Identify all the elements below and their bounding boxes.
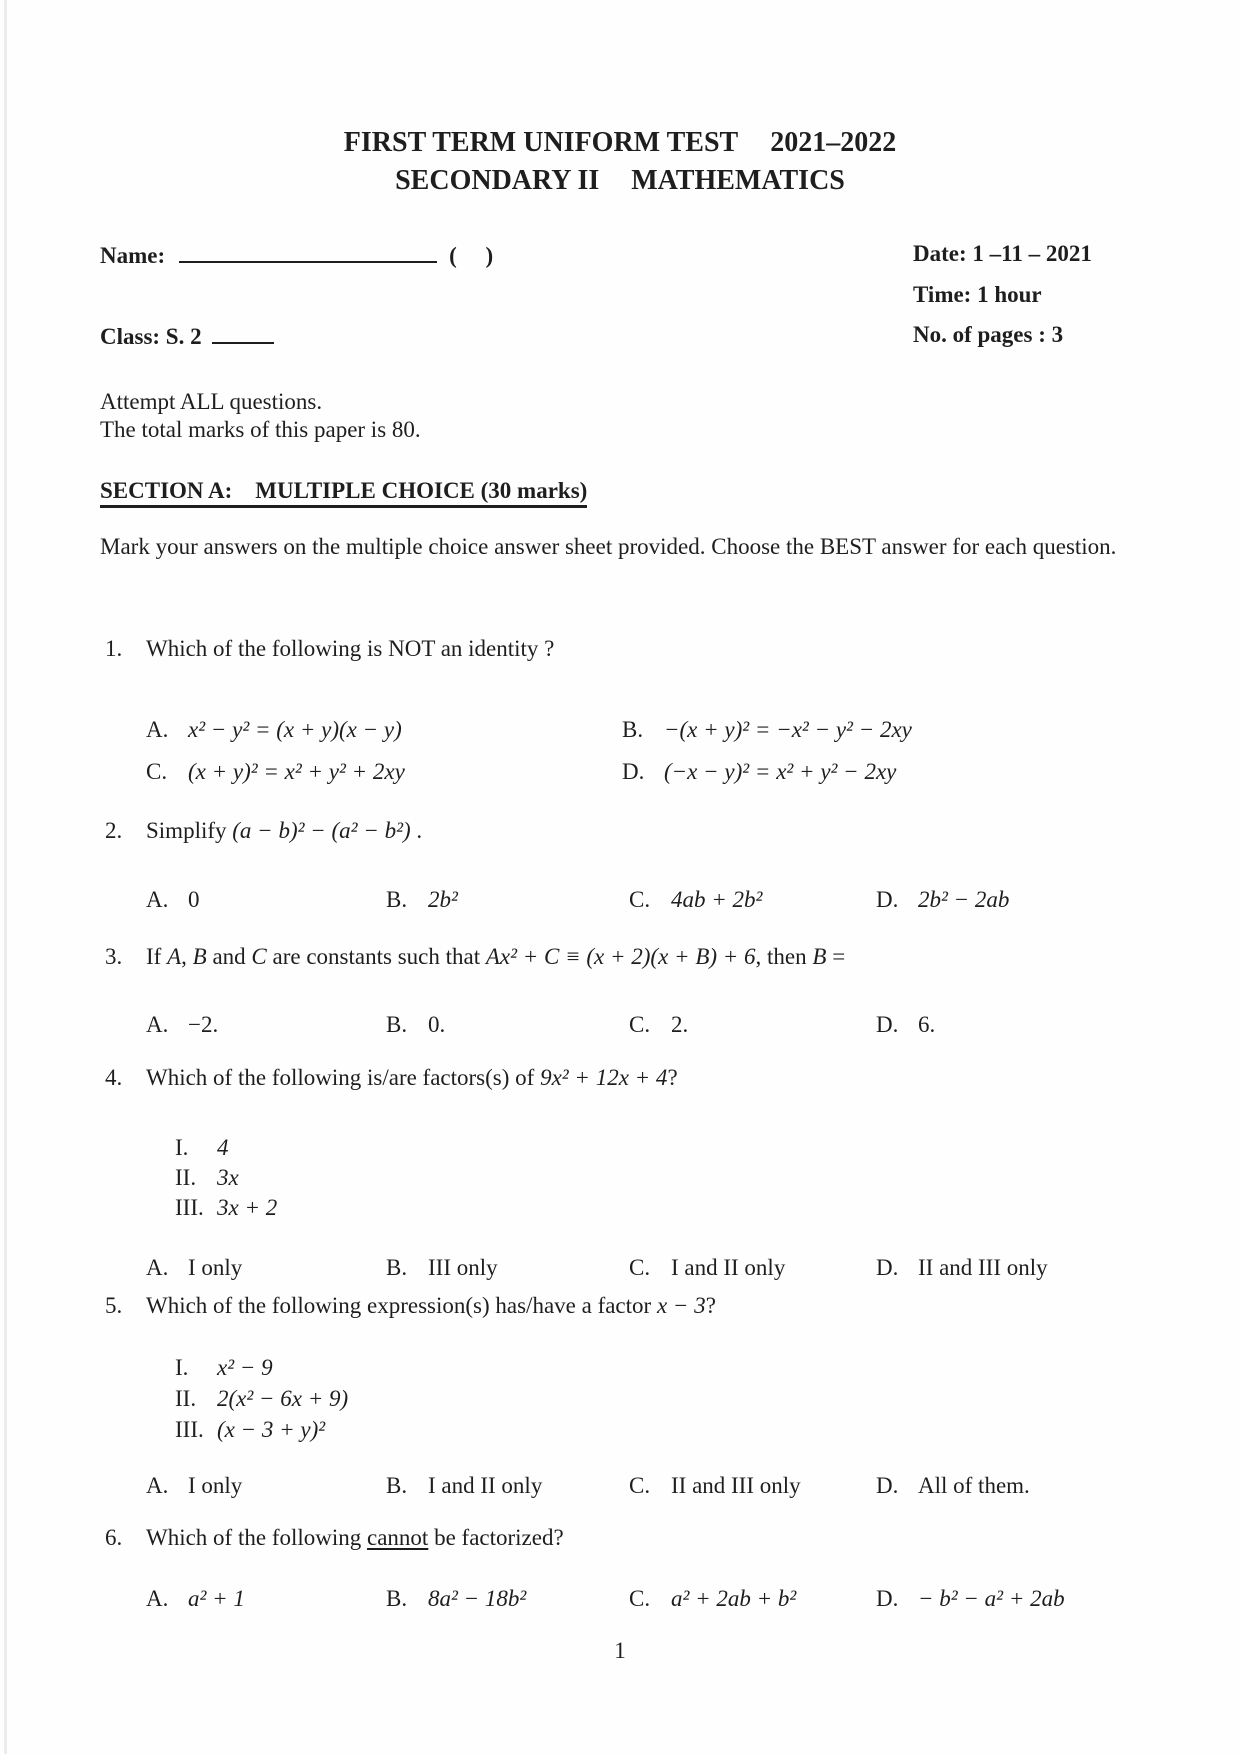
statement-i — [175, 1133, 1150, 1163]
statement-label: I. — [175, 1355, 189, 1380]
question-stem: Simplify (a − b)² − (a² − b²) . — [146, 818, 423, 843]
statement-ii — [175, 1383, 1150, 1414]
statement-text: 3x + 2 — [217, 1195, 278, 1220]
option-label: C. — [629, 1012, 651, 1037]
option-text: 8a² − 18b² — [428, 1586, 527, 1611]
question-4-options — [100, 1254, 1150, 1282]
statement-text: 3x — [217, 1165, 239, 1190]
statement-label: II. — [175, 1386, 197, 1411]
question-6-options — [100, 1585, 1150, 1613]
question-6-head — [100, 1524, 1150, 1552]
statement-label: II. — [175, 1165, 197, 1190]
question-stem: If A, B and C are constants such that Ax² + C ≡ (x + 2)(x + B) + 6, then B = — [146, 944, 846, 969]
option-label: A. — [146, 1586, 169, 1611]
option-b — [386, 1254, 629, 1282]
statement-label: III. — [175, 1195, 204, 1220]
option-c — [629, 1472, 876, 1500]
class-blank-line — [212, 322, 274, 344]
question-number: 3. — [105, 944, 123, 969]
question-3 — [100, 943, 1150, 1039]
question-number: 4. — [105, 1065, 123, 1090]
option-text: II and III only — [671, 1473, 801, 1498]
statement-label: III. — [175, 1417, 204, 1442]
option-text: − b² − a² + 2ab — [918, 1586, 1065, 1611]
option-label: B. — [386, 1473, 408, 1498]
question-3-options — [100, 1011, 1150, 1039]
option-text: −2. — [188, 1012, 219, 1037]
question-5 — [100, 1292, 1150, 1500]
name-blank-line — [179, 241, 437, 263]
option-label: A. — [146, 1255, 169, 1280]
option-label: B. — [386, 887, 408, 912]
name-row — [100, 241, 493, 269]
option-label: B. — [386, 1012, 408, 1037]
option-text: (−x − y)² = x² + y² − 2xy — [664, 759, 897, 784]
page-number: 1 — [614, 1638, 626, 1663]
question-stem: Which of the following is NOT an identity ? — [146, 636, 555, 661]
option-a — [146, 1011, 386, 1039]
option-label: B. — [386, 1586, 408, 1611]
question-4 — [100, 1064, 1150, 1282]
option-d — [876, 1585, 1150, 1613]
title-year: 2021–2022 — [770, 127, 897, 158]
option-text: x² − y² = (x + y)(x − y) — [188, 717, 402, 742]
option-label: B. — [386, 1255, 408, 1280]
option-b — [386, 886, 629, 914]
option-d — [876, 1011, 1150, 1039]
question-1-options — [100, 709, 1150, 793]
option-c — [629, 1585, 876, 1613]
option-label: A. — [146, 1473, 169, 1498]
section-a-heading: SECTION A: MULTIPLE CHOICE (30 marks) — [100, 478, 587, 508]
option-label: D. — [876, 1586, 899, 1611]
statement-text: (x − 3 + y)² — [217, 1417, 326, 1442]
option-b — [386, 1472, 629, 1500]
option-d — [876, 1472, 1150, 1500]
instruction-line-1: Attempt ALL questions. — [100, 389, 323, 414]
option-b — [386, 1585, 629, 1613]
question-number: 6. — [105, 1525, 123, 1550]
question-stem: Which of the following expression(s) has/have a factor x − 3? — [146, 1293, 716, 1318]
question-number: 1. — [105, 636, 123, 661]
option-a — [146, 886, 386, 914]
question-2 — [100, 817, 1150, 914]
time-text: Time: 1 hour — [913, 282, 1042, 307]
option-d — [876, 1254, 1150, 1282]
statement-text: 4 — [217, 1135, 229, 1160]
option-a — [146, 709, 622, 751]
question-4-head — [100, 1064, 1150, 1092]
question-3-head — [100, 943, 1150, 971]
option-text: I only — [188, 1255, 243, 1280]
option-label: D. — [876, 1255, 899, 1280]
option-text: 0. — [428, 1012, 446, 1037]
options-row-2 — [146, 751, 1150, 793]
option-label: B. — [622, 717, 644, 742]
option-label: C. — [629, 887, 651, 912]
question-stem: Which of the following is/are factors(s) of 9x² + 12x + 4? — [146, 1065, 678, 1090]
question-number: 2. — [105, 818, 123, 843]
option-label: C. — [629, 1255, 651, 1280]
question-1 — [100, 635, 1150, 793]
question-1-head — [100, 635, 1150, 663]
option-text: a² + 1 — [188, 1586, 245, 1611]
question-number: 5. — [105, 1293, 123, 1318]
question-4-statements — [100, 1133, 1150, 1223]
name-label: Name: — [100, 243, 166, 268]
question-6 — [100, 1524, 1150, 1613]
question-5-options — [100, 1472, 1150, 1500]
option-text: 2b² — [428, 887, 458, 912]
statement-i — [175, 1352, 1150, 1383]
statement-text: x² − 9 — [217, 1355, 273, 1380]
option-label: C. — [629, 1586, 651, 1611]
option-c — [629, 1254, 876, 1282]
option-a — [146, 1585, 386, 1613]
general-instructions — [100, 388, 421, 444]
statement-iii — [175, 1193, 1150, 1223]
option-text: I and II only — [671, 1255, 786, 1280]
option-label: D. — [876, 1012, 899, 1037]
option-label: D. — [876, 887, 899, 912]
date-text: Date: 1 –11 – 2021 — [913, 241, 1092, 266]
class-number-parentheses: ( ) — [449, 243, 494, 268]
option-text: 4ab + 2b² — [671, 887, 763, 912]
option-c — [629, 1011, 876, 1039]
option-text: 2. — [671, 1012, 689, 1037]
option-c — [146, 751, 622, 793]
question-stem: Which of the following cannot be factorized? — [146, 1525, 564, 1550]
option-b — [622, 709, 1150, 751]
option-label: D. — [622, 759, 645, 784]
paper-title — [0, 124, 1240, 200]
section-a-note: Mark your answers on the multiple choice answer sheet provided. Choose the BEST answer for each question. — [100, 534, 1117, 559]
option-d — [622, 751, 1150, 793]
title-level: SECONDARY II — [395, 165, 600, 196]
class-label: Class: S. 2 — [100, 324, 202, 349]
question-5-statements — [100, 1352, 1150, 1445]
option-b — [386, 1011, 629, 1039]
option-label: C. — [629, 1473, 651, 1498]
question-5-head — [100, 1292, 1150, 1320]
title-test-name: FIRST TERM UNIFORM TEST — [343, 127, 739, 158]
statement-label: I. — [175, 1135, 189, 1160]
option-text: a² + 2ab + b² — [671, 1586, 797, 1611]
option-text: 6. — [918, 1012, 936, 1037]
title-line-2 — [0, 162, 1240, 200]
option-text: I only — [188, 1473, 243, 1498]
option-label: C. — [146, 759, 168, 784]
option-label: A. — [146, 1012, 169, 1037]
class-row — [100, 322, 274, 350]
question-2-head — [100, 817, 1150, 845]
option-a — [146, 1472, 386, 1500]
option-text: III only — [428, 1255, 498, 1280]
option-text: 0 — [188, 887, 200, 912]
option-label: D. — [876, 1473, 899, 1498]
option-text: −(x + y)² = −x² − y² − 2xy — [664, 717, 912, 742]
option-d — [876, 886, 1150, 914]
option-text: All of them. — [918, 1473, 1030, 1498]
option-label: A. — [146, 887, 169, 912]
option-text: 2b² − 2ab — [918, 887, 1010, 912]
option-a — [146, 1254, 386, 1282]
question-2-options — [100, 886, 1150, 914]
option-text: (x + y)² = x² + y² + 2xy — [188, 759, 405, 784]
option-c — [629, 886, 876, 914]
option-label: A. — [146, 717, 169, 742]
options-row-1 — [146, 709, 1150, 751]
option-text: II and III only — [918, 1255, 1048, 1280]
statement-iii — [175, 1414, 1150, 1445]
title-line-1 — [0, 124, 1240, 162]
statement-ii — [175, 1163, 1150, 1193]
instruction-line-2: The total marks of this paper is 80. — [100, 417, 421, 442]
statement-text: 2(x² − 6x + 9) — [217, 1386, 349, 1411]
option-text: I and II only — [428, 1473, 543, 1498]
title-subject: MATHEMATICS — [631, 165, 845, 196]
scan-edge-artifact — [4, 0, 7, 1754]
pages-text: No. of pages : 3 — [913, 322, 1064, 347]
